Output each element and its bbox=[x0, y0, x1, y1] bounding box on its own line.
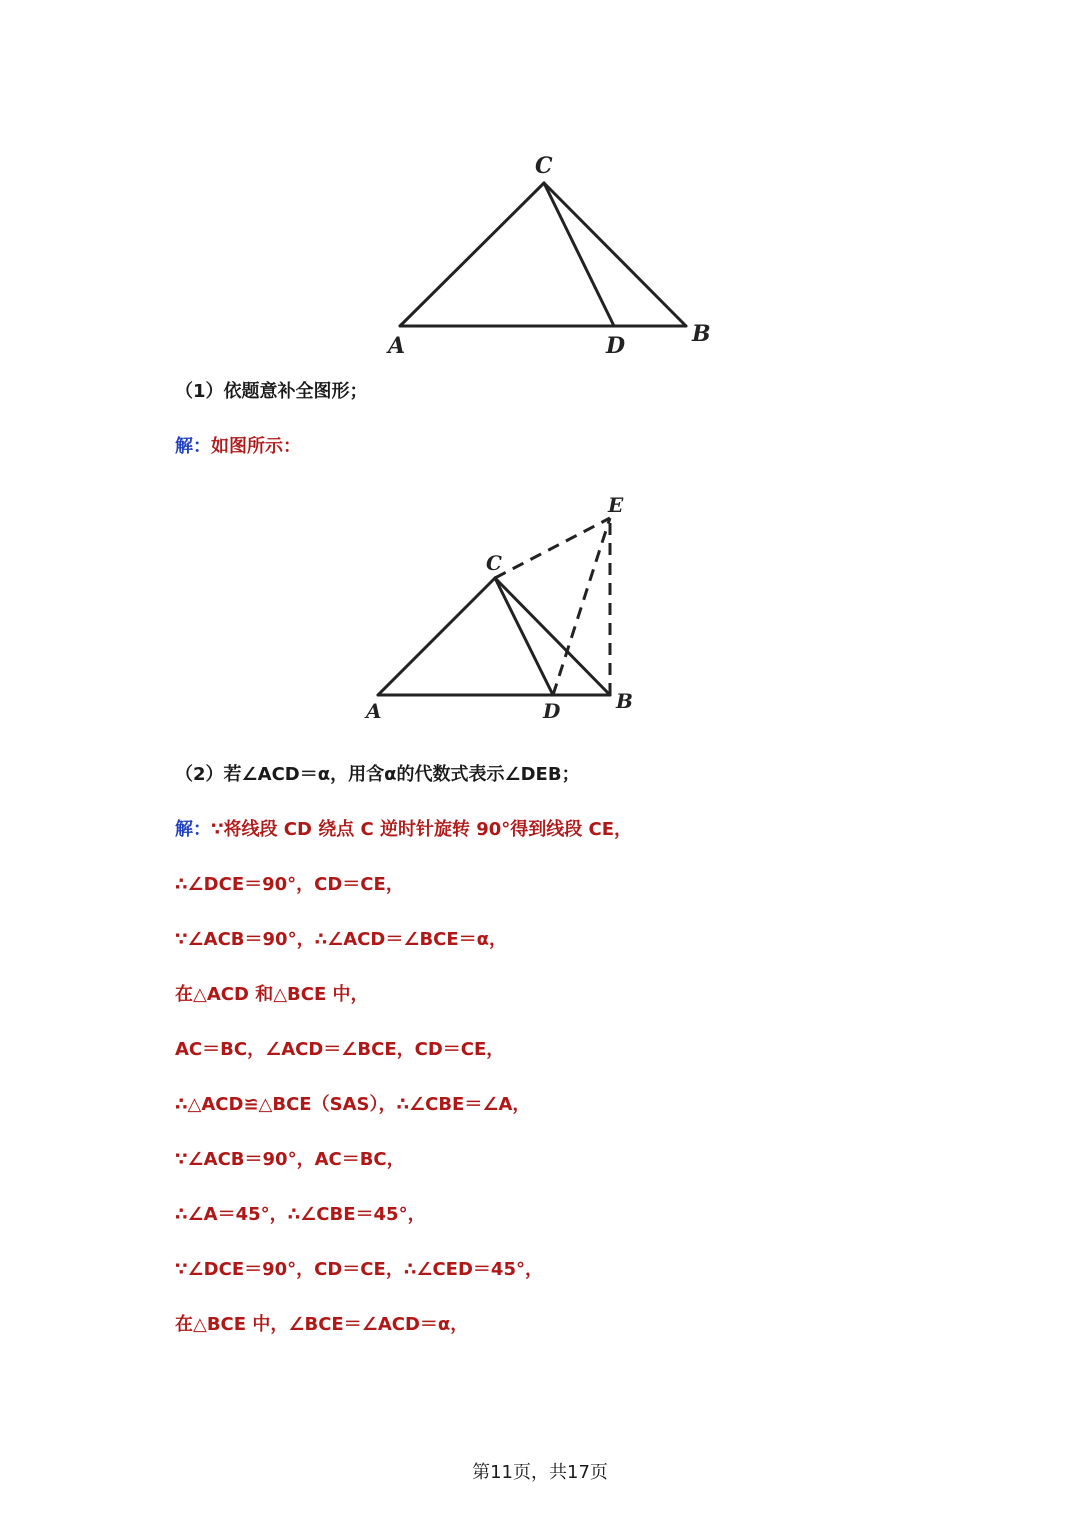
label-d: D bbox=[543, 699, 561, 723]
label-a: A bbox=[388, 333, 406, 359]
answer-2-line: 在△ACD 和△BCE 中， bbox=[175, 984, 369, 1005]
answer-1 bbox=[175, 435, 301, 459]
answer-1-label: 解： bbox=[175, 436, 211, 457]
triangle-diagram-1 bbox=[380, 145, 720, 360]
segment-cb bbox=[495, 578, 610, 695]
segment-ca bbox=[400, 183, 544, 326]
answer-2-line: ∴∠DCE＝90°，CD＝CE， bbox=[175, 874, 404, 895]
question-1: （1）依题意补全图形； bbox=[175, 381, 368, 402]
segment-cd bbox=[544, 183, 614, 326]
label-b: B bbox=[616, 689, 633, 713]
answer-2-line: ∴△ACD≌△BCE（SAS），∴∠CBE＝∠A， bbox=[175, 1094, 531, 1115]
triangle-diagram-2 bbox=[360, 490, 650, 730]
answer-2-label: 解： bbox=[175, 819, 211, 840]
label-c: C bbox=[535, 153, 553, 179]
answer-2-line: ∴∠A＝45°，∴∠CBE＝45°， bbox=[175, 1204, 426, 1225]
label-a: A bbox=[366, 699, 382, 723]
segment-de-dashed bbox=[553, 518, 610, 695]
answer-2-line: AC＝BC，∠ACD＝∠BCE，CD＝CE， bbox=[175, 1039, 505, 1060]
segment-ca bbox=[378, 578, 495, 695]
answer-2-line: 在△BCE 中，∠BCE＝∠ACD＝α， bbox=[175, 1314, 469, 1335]
answer-1-text: 如图所示： bbox=[211, 436, 301, 457]
label-d: D bbox=[606, 333, 626, 359]
answer-2-first-text: ∵将线段 CD 绕点 C 逆时针旋转 90°得到线段 CE， bbox=[211, 819, 633, 840]
label-b: B bbox=[692, 321, 711, 347]
label-e: E bbox=[608, 493, 624, 517]
figure-completed-triangle bbox=[360, 490, 650, 730]
page-footer: 第11页，共17页 bbox=[472, 1462, 608, 1483]
answer-2-line: ∵∠ACB＝90°，∴∠ACD＝∠BCE＝α， bbox=[175, 929, 508, 950]
segment-ce-dashed bbox=[495, 518, 610, 578]
label-c: C bbox=[486, 551, 502, 575]
answer-2-first bbox=[175, 818, 632, 842]
question-2: （2）若∠ACD＝α，用含α的代数式表示∠DEB； bbox=[175, 764, 580, 785]
answer-2-line: ∵∠ACB＝90°，AC＝BC， bbox=[175, 1149, 405, 1170]
segment-cd bbox=[495, 578, 553, 695]
segment-cb bbox=[544, 183, 686, 326]
figure-original-triangle bbox=[380, 145, 720, 360]
answer-2-line: ∵∠DCE＝90°，CD＝CE，∴∠CED＝45°， bbox=[175, 1259, 543, 1280]
